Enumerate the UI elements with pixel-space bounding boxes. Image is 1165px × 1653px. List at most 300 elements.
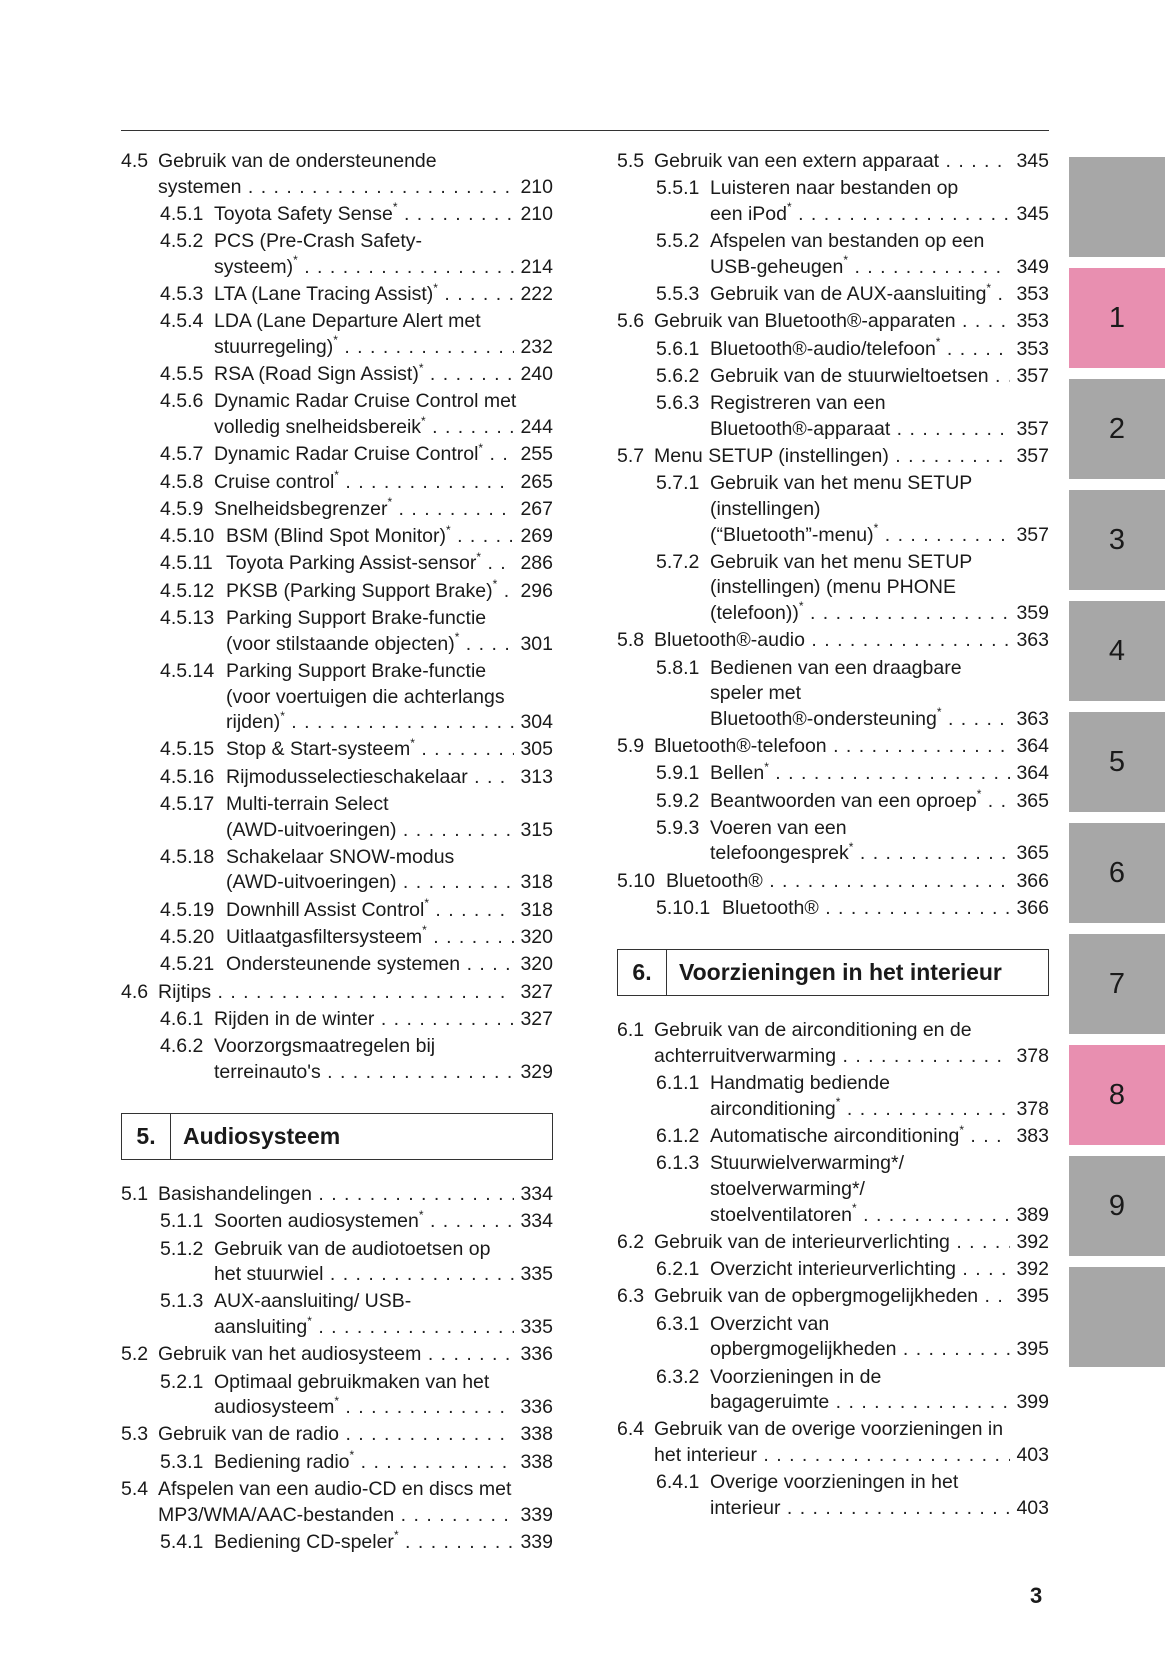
toc-number: 4.5.19 — [160, 898, 215, 921]
asterisk-marker: * — [422, 924, 427, 938]
toc-number: 6.1.1 — [656, 1072, 700, 1095]
toc-number: 5.10.1 — [656, 897, 711, 919]
toc-title-line: Bediening radio — [214, 1450, 350, 1473]
toc-number: 4.6.2 — [160, 1035, 204, 1058]
chapter-title: Voorzieningen in het interieur — [679, 959, 1002, 986]
toc-page-number: 244 — [520, 416, 553, 439]
toc-title-line: RSA (Road Sign Assist) — [214, 363, 419, 386]
asterisk-marker: * — [798, 600, 804, 614]
toc-title-line: PKSB (Parking Support Brake) — [226, 579, 493, 602]
toc-number: 5.7 — [617, 445, 645, 468]
toc-page-number: 336 — [520, 1343, 553, 1366]
toc-entry[interactable] — [617, 656, 1049, 733]
toc-page-number: 320 — [520, 925, 553, 948]
toc-title-line: Afspelen van bestanden op een — [710, 230, 985, 253]
toc-page-number: 392 — [1016, 1258, 1049, 1281]
toc-title-line: Voorzieningen in de — [710, 1365, 882, 1388]
chapter-tab[interactable]: 8 — [1069, 1045, 1165, 1145]
toc-title-line: Bluetooth® — [722, 897, 819, 919]
toc-number: 4.6.1 — [160, 1007, 204, 1030]
toc-entry[interactable] — [617, 176, 1049, 227]
toc-title-line: (AWD-uitvoeringen) — [226, 871, 397, 894]
toc-title-line: Afspelen van een audio-CD en discs met — [158, 1478, 512, 1500]
chapter-title: Audiosysteem — [183, 1122, 341, 1149]
toc-title-line: (AWD-uitvoeringen) — [226, 818, 397, 841]
toc-title-line: (voor voertuigen die achterlangs — [226, 685, 505, 708]
toc-entry[interactable] — [121, 845, 553, 896]
toc-number: 5.6 — [617, 310, 645, 333]
toc-number: 6.4.1 — [656, 1471, 700, 1494]
toc-entry[interactable] — [121, 309, 553, 360]
chapter-tab[interactable] — [1069, 1267, 1165, 1367]
toc-page-number: 353 — [1016, 283, 1049, 306]
toc-page-number: 378 — [1016, 1044, 1049, 1067]
toc-title-line: een iPod — [710, 202, 787, 225]
toc-number: 6.1.3 — [656, 1152, 700, 1175]
toc-title-line: Rijtips — [158, 980, 212, 1003]
toc-page-number: 336 — [520, 1396, 553, 1419]
toc-entry[interactable] — [121, 470, 553, 496]
toc-entry[interactable] — [617, 1071, 1049, 1122]
toc-page-number: 363 — [1016, 629, 1049, 652]
toc-number: 5.1.3 — [160, 1290, 204, 1313]
toc-title-line: Registreren van een — [710, 392, 886, 415]
toc-entry[interactable] — [121, 925, 553, 951]
toc-entry[interactable] — [121, 792, 553, 843]
asterisk-marker: * — [424, 897, 429, 911]
toc-number: 5.2.1 — [160, 1370, 204, 1393]
toc-page-number: 318 — [520, 871, 553, 894]
toc-title-line: Luisteren naar bestanden op — [710, 177, 959, 200]
toc-entry[interactable] — [121, 1237, 553, 1288]
toc-entry[interactable] — [121, 389, 553, 440]
chapter-tab[interactable] — [1069, 157, 1165, 257]
toc-number: 5.1 — [121, 1182, 149, 1205]
toc-page-number: 366 — [1016, 869, 1049, 892]
toc-page-number: 345 — [1016, 202, 1049, 225]
chapter-tab[interactable]: 9 — [1069, 1156, 1165, 1256]
toc-number: 5.4.1 — [160, 1530, 204, 1553]
toc-number: 6.2.1 — [656, 1258, 700, 1281]
toc-number: 4.5.17 — [160, 792, 215, 815]
asterisk-marker: * — [334, 1395, 339, 1408]
toc-title-line: Overige voorzieningen in het — [710, 1471, 959, 1494]
toc-number: 5.8 — [617, 629, 645, 652]
toc-entry[interactable] — [121, 149, 553, 200]
toc-number: 4.5.8 — [160, 470, 204, 493]
toc-page-number: 296 — [520, 579, 553, 602]
toc-page-number: 357 — [1016, 417, 1049, 440]
toc-title-line: Stuurwielverwarming*/ — [710, 1152, 904, 1175]
toc-entry[interactable] — [121, 442, 553, 468]
toc-title-line: Gebruik van de audiotoetsen op — [214, 1237, 491, 1260]
toc-page-number: 338 — [520, 1450, 553, 1473]
toc-entry[interactable] — [617, 896, 1049, 922]
toc-number: 4.5.3 — [160, 283, 204, 306]
toc-title-line: Toyota Safety Sense — [214, 202, 393, 225]
toc-entry[interactable] — [617, 391, 1049, 442]
toc-list-5 — [121, 1182, 553, 1556]
toc-number: 4.5.6 — [160, 390, 204, 413]
toc-title-line: Gebruik van de AUX-aansluiting — [710, 283, 987, 306]
toc-page-number: 286 — [520, 552, 553, 575]
toc-entry[interactable] — [121, 1450, 553, 1476]
chapter-heading-6 — [617, 949, 1049, 996]
toc-page-number: 334 — [520, 1182, 553, 1205]
toc-entry[interactable] — [121, 606, 553, 657]
toc-title-line: Soorten audiosystemen — [214, 1210, 419, 1233]
toc-number: 4.5.9 — [160, 497, 204, 520]
toc-number: 6.3.2 — [656, 1365, 700, 1388]
toc-number: 5.5.1 — [656, 177, 700, 200]
toc-title-line: Gebruik van het audiosysteem — [158, 1343, 422, 1366]
toc-page-number: 210 — [520, 202, 553, 225]
toc-page-number: 318 — [520, 898, 553, 921]
toc-title-line: Menu SETUP (instellingen) — [654, 445, 889, 468]
toc-number: 6.1 — [617, 1019, 645, 1042]
toc-entry[interactable] — [121, 524, 553, 550]
toc-page-number: 265 — [520, 470, 553, 493]
toc-page-number: 255 — [520, 443, 553, 466]
chapter-tab[interactable]: 4 — [1069, 601, 1165, 701]
toc-number: 4.5 — [121, 150, 149, 172]
toc-entry[interactable] — [617, 1365, 1049, 1416]
toc-number: 5.6.2 — [656, 364, 700, 387]
toc-title-line: (telefoon)) — [710, 601, 799, 624]
toc-page-number: 214 — [520, 255, 553, 278]
toc-title-line: stuurregeling) — [214, 335, 334, 358]
toc-number: 4.5.10 — [160, 525, 215, 548]
toc-title-line: Schakelaar SNOW-modus — [226, 845, 455, 868]
toc-title-line: (instellingen) (menu PHONE — [710, 576, 957, 599]
toc-title-line: Gebruik van de radio — [158, 1423, 340, 1446]
toc-entry[interactable] — [617, 761, 1049, 787]
toc-page-number: 378 — [1016, 1097, 1049, 1120]
toc-title-line: Bluetooth®-ondersteuning — [710, 707, 937, 730]
toc-entry[interactable] — [121, 980, 553, 1006]
toc-title-line: systeem) — [214, 255, 294, 278]
toc-number: 5.10 — [617, 869, 655, 892]
toc-title-line: achterruitverwarming — [654, 1044, 837, 1067]
asterisk-marker: * — [986, 282, 992, 295]
toc-page-number: 366 — [1016, 897, 1049, 919]
toc-entry[interactable] — [617, 1151, 1049, 1228]
toc-title-line: Toyota Parking Assist-sensor — [226, 552, 477, 575]
asterisk-marker: * — [393, 1529, 399, 1543]
toc-number: 5.9.1 — [656, 762, 700, 785]
toc-title-line: Cruise control — [214, 470, 335, 493]
toc-number: 5.8.1 — [656, 656, 700, 679]
toc-entry[interactable] — [121, 659, 553, 736]
toc-entry[interactable] — [121, 579, 553, 605]
toc-title-line: LDA (Lane Departure Alert met — [214, 310, 481, 333]
toc-title-line: Gebruik van een extern apparaat — [654, 150, 940, 172]
asterisk-marker: * — [334, 469, 339, 483]
toc-entry[interactable] — [121, 1289, 553, 1340]
toc-number: 5.6.3 — [656, 392, 700, 415]
toc-entry[interactable] — [617, 869, 1049, 895]
toc-number: 4.6 — [121, 980, 149, 1003]
toc-page-number: 353 — [1016, 310, 1049, 333]
toc-number: 4.5.20 — [160, 925, 215, 948]
toc-entry[interactable] — [121, 1422, 553, 1448]
toc-title-line: USB-geheugen — [710, 255, 844, 278]
toc-entry[interactable] — [617, 337, 1049, 363]
toc-page-number: 399 — [1016, 1391, 1049, 1414]
toc-title-line: Ondersteunende systemen — [226, 953, 461, 976]
toc-entry[interactable] — [121, 1370, 553, 1421]
toc-entry[interactable] — [121, 1034, 553, 1085]
asterisk-marker: * — [764, 761, 769, 774]
toc-title-line: volledig snelheidsbereik — [214, 416, 422, 439]
toc-page-number: 327 — [520, 1007, 553, 1030]
toc-title-line: Uitlaatgasfiltersysteem — [226, 925, 423, 948]
toc-title-line: Dynamic Radar Cruise Control — [214, 443, 479, 466]
toc-entry[interactable] — [617, 550, 1049, 627]
toc-number: 6.2 — [617, 1230, 645, 1253]
toc-page-number: 335 — [520, 1316, 553, 1338]
toc-list-6 — [617, 1018, 1049, 1521]
toc-entry[interactable] — [617, 309, 1049, 335]
toc-page-number: 357 — [1016, 523, 1049, 546]
toc-number: 6.4 — [617, 1418, 645, 1441]
toc-number: 4.5.12 — [160, 579, 215, 602]
toc-number: 5.6.1 — [656, 337, 700, 360]
toc-page-number: 339 — [520, 1503, 553, 1526]
chapter-tab[interactable]: 1 — [1069, 268, 1165, 368]
toc-page-number: 395 — [1016, 1285, 1049, 1308]
asterisk-marker: * — [280, 710, 285, 723]
toc-number: 4.5.21 — [160, 953, 215, 976]
toc-number: 4.5.15 — [160, 738, 215, 761]
toc-page-number: 267 — [520, 497, 553, 520]
toc-entry[interactable] — [617, 1018, 1049, 1069]
toc-title-line: het stuurwiel — [214, 1263, 324, 1286]
toc-title-line: PCS (Pre-Crash Safety- — [214, 230, 423, 253]
toc-title-line: Bluetooth®-audio/telefoon — [710, 337, 936, 360]
toc-title-line: Multi-terrain Select — [226, 792, 389, 815]
toc-page-number: 357 — [1016, 445, 1049, 468]
toc-title-line: Beantwoorden van een oproep — [710, 789, 977, 812]
toc-title-line: Gebruik van het menu SETUP — [710, 472, 973, 495]
toc-title-line: Gebruik van de overige voorzieningen in — [654, 1418, 1004, 1441]
toc-entry[interactable] — [617, 1417, 1049, 1468]
toc-entry[interactable] — [121, 1007, 553, 1033]
asterisk-marker: * — [873, 522, 879, 535]
toc-entry[interactable] — [617, 364, 1049, 390]
toc-entry[interactable] — [617, 1284, 1049, 1310]
toc-entry[interactable] — [121, 497, 553, 523]
toc-title-line: Voorzorgsmaatregelen bij — [214, 1035, 436, 1058]
toc-entry[interactable] — [121, 1209, 553, 1235]
top-rule — [121, 130, 1049, 131]
asterisk-marker: * — [835, 1096, 841, 1110]
toc-page-number: 383 — [1016, 1125, 1049, 1148]
toc-title-line: stoelventilatoren — [710, 1203, 853, 1226]
chapter-tabs — [1069, 157, 1165, 1378]
toc-title-line: speler met — [710, 682, 802, 705]
toc-page-number: 392 — [1016, 1230, 1049, 1253]
toc-title-line: Gebruik van de ondersteunende — [158, 150, 437, 172]
toc-number: 5.7.2 — [656, 550, 700, 573]
asterisk-marker: * — [293, 254, 298, 268]
toc-number: 5.3.1 — [160, 1450, 204, 1473]
toc-right-column — [617, 149, 1049, 1523]
toc-entry[interactable] — [617, 789, 1049, 815]
toc-page-number: 327 — [520, 980, 553, 1003]
toc-title-line: Gebruik van Bluetooth®-apparaten — [654, 310, 956, 333]
chapter-tab[interactable]: 6 — [1069, 823, 1165, 923]
toc-entry[interactable] — [617, 229, 1049, 280]
toc-entry[interactable] — [617, 282, 1049, 308]
asterisk-marker: * — [848, 841, 854, 854]
asterisk-marker: * — [307, 1315, 312, 1328]
toc-title-line: terreinauto's — [214, 1060, 321, 1083]
toc-entry[interactable] — [121, 765, 553, 791]
toc-list-5-cont — [617, 149, 1049, 922]
toc-entry[interactable] — [617, 471, 1049, 548]
toc-entry[interactable] — [617, 1470, 1049, 1521]
toc-title-line: Automatische airconditioning — [710, 1125, 960, 1148]
toc-number: 4.5.5 — [160, 363, 204, 386]
toc-number: 5.9.3 — [656, 816, 700, 839]
toc-entry[interactable] — [617, 734, 1049, 760]
chapter-heading-5 — [121, 1113, 553, 1160]
toc-number: 5.5.2 — [656, 230, 700, 253]
toc-page-number: 353 — [1016, 337, 1049, 360]
toc-title-line: Gebruik van de interieurverlichting — [654, 1230, 950, 1253]
toc-entry[interactable] — [121, 282, 553, 308]
toc-entry[interactable] — [121, 551, 553, 577]
toc-title-line: Overzicht van — [710, 1312, 830, 1335]
toc-entry[interactable] — [121, 1530, 553, 1556]
asterisk-marker: * — [959, 1124, 964, 1137]
toc-number: 5.9.2 — [656, 789, 700, 812]
chapter-tab[interactable]: 5 — [1069, 712, 1165, 812]
toc-entry[interactable] — [121, 737, 553, 763]
toc-page-number: 389 — [1016, 1203, 1049, 1226]
toc-entry[interactable] — [121, 229, 553, 280]
toc-number: 5.1.1 — [160, 1210, 204, 1233]
toc-page-number: 210 — [520, 175, 553, 198]
toc-number: 4.5.7 — [160, 443, 204, 466]
toc-page-number: 403 — [1016, 1443, 1049, 1466]
toc-title-line: Parking Support Brake-functie — [226, 659, 487, 682]
asterisk-marker: * — [786, 201, 792, 215]
asterisk-marker: * — [936, 706, 942, 720]
asterisk-marker: * — [478, 442, 484, 455]
toc-entry[interactable] — [121, 898, 553, 924]
toc-entry[interactable] — [617, 1257, 1049, 1283]
asterisk-marker: * — [454, 631, 460, 645]
toc-entry[interactable] — [121, 362, 553, 388]
toc-title-line: (voor stilstaande objecten) — [226, 632, 455, 655]
toc-page-number: 365 — [1016, 789, 1049, 812]
toc-entry[interactable] — [121, 1342, 553, 1368]
asterisk-marker: * — [446, 524, 451, 537]
toc-page-number: 359 — [1016, 601, 1049, 624]
toc-title-line: bagageruimte — [710, 1391, 830, 1414]
toc-entry[interactable] — [617, 149, 1049, 175]
toc-number: 5.1.2 — [160, 1237, 204, 1260]
toc-title-line: Bluetooth®-audio — [654, 629, 805, 652]
toc-page-number: 320 — [520, 953, 553, 976]
toc-title-line: (“Bluetooth”-menu) — [710, 523, 874, 546]
toc-title-line: Bluetooth®-apparaat — [710, 417, 891, 440]
toc-title-line: BSM (Blind Spot Monitor) — [226, 525, 446, 548]
toc-entry[interactable] — [121, 1477, 553, 1528]
toc-page-number: 304 — [520, 711, 553, 734]
toc-entry[interactable] — [617, 816, 1049, 867]
toc-number: 5.7.1 — [656, 472, 700, 495]
asterisk-marker: * — [492, 578, 498, 592]
chapter-tab[interactable]: 3 — [1069, 490, 1165, 590]
toc-title-line: Handmatig bediende — [710, 1072, 890, 1095]
toc-entry[interactable] — [617, 444, 1049, 470]
asterisk-marker: * — [935, 336, 941, 350]
toc-number: 6.3 — [617, 1285, 645, 1308]
toc-number: 5.2 — [121, 1343, 149, 1366]
asterisk-marker: * — [852, 1202, 857, 1215]
toc-entry[interactable] — [617, 1230, 1049, 1256]
toc-title-line: Gebruik van de stuurwieltoetsen — [710, 364, 989, 387]
toc-number: 4.5.2 — [160, 230, 204, 253]
toc-title-line: telefoongesprek — [710, 842, 849, 865]
toc-page-number: 313 — [520, 765, 553, 788]
toc-number: 4.5.13 — [160, 607, 215, 630]
toc-title-line: Bluetooth®-telefoon — [654, 735, 827, 757]
toc-title-line: Gebruik van het menu SETUP — [710, 550, 973, 573]
toc-title-line: Gebruik van de airconditioning en de — [654, 1019, 972, 1042]
asterisk-marker: * — [843, 254, 849, 268]
toc-page-number: 365 — [1016, 842, 1049, 865]
toc-number: 4.5.18 — [160, 845, 215, 868]
toc-title-line: Bellen — [710, 762, 765, 785]
toc-left-column — [121, 149, 553, 1557]
asterisk-marker: * — [349, 1449, 355, 1463]
toc-title-line: Downhill Assist Control — [226, 898, 425, 921]
toc-page-number: 363 — [1016, 707, 1049, 730]
asterisk-marker: * — [333, 334, 338, 348]
asterisk-marker: * — [387, 496, 393, 510]
toc-title-line: Bediening CD-speler — [214, 1530, 394, 1553]
toc-entry[interactable] — [121, 202, 553, 228]
toc-entry[interactable] — [121, 1182, 553, 1208]
asterisk-marker: * — [976, 788, 982, 802]
toc-page-number: 345 — [1016, 150, 1049, 172]
toc-entry[interactable] — [617, 1312, 1049, 1363]
toc-page-number: 338 — [520, 1423, 553, 1446]
chapter-number: 6. — [618, 950, 667, 995]
asterisk-marker: * — [410, 737, 415, 750]
toc-title-line: stoelverwarming*/ — [710, 1177, 865, 1200]
asterisk-marker: * — [392, 201, 398, 215]
chapter-tab[interactable]: 2 — [1069, 379, 1165, 479]
chapter-tab[interactable]: 7 — [1069, 934, 1165, 1034]
toc-entry[interactable] — [617, 1124, 1049, 1150]
toc-title-line: Snelheidsbegrenzer — [214, 497, 388, 520]
toc-entry[interactable] — [121, 952, 553, 978]
toc-title-line: Bluetooth® — [666, 869, 763, 892]
toc-title-line: Basishandelingen — [158, 1182, 312, 1205]
toc-title-line: Rijden in de winter — [214, 1007, 375, 1030]
toc-page-number: 335 — [520, 1263, 553, 1286]
toc-title-line: Voeren van een — [710, 816, 847, 839]
toc-entry[interactable] — [617, 628, 1049, 654]
toc-title-line: aansluiting — [214, 1316, 308, 1338]
toc-number: 6.3.1 — [656, 1312, 700, 1335]
toc-page-number: 222 — [520, 283, 553, 306]
